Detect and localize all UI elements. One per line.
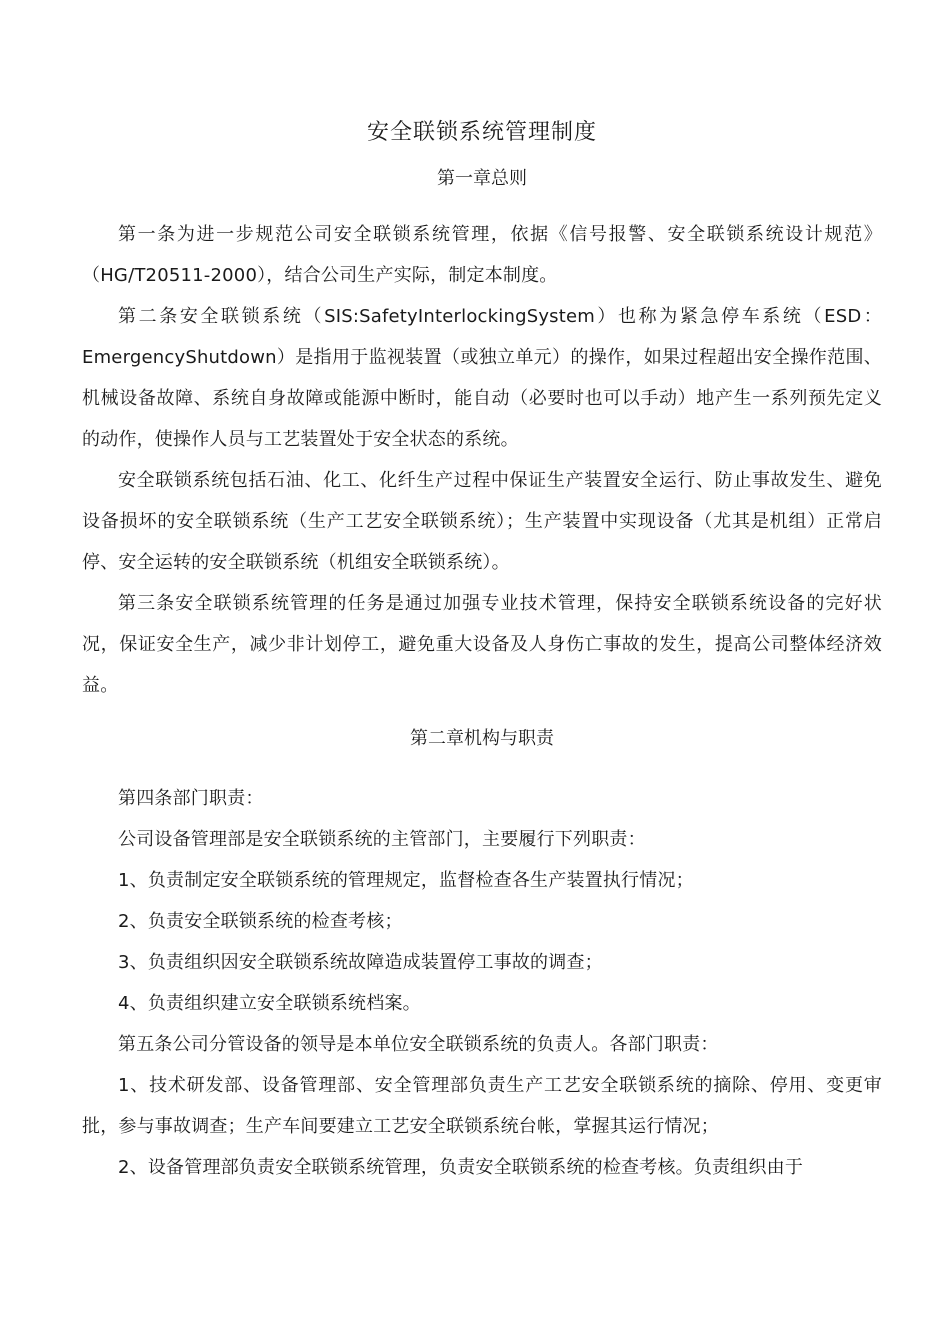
article-2-paragraph: 第二条安全联锁系统（SIS:SafetyInterlockingSystem）也称为紧急停车系统（ESD：EmergencyShutdown）是指用于监视装置（或独立单元）的操作，如果过程超出安全操作范围、机械设备故障、系统自身故障或能源中断时，能自动（必要时也可以手动）地产生一系列预先定义的动作，使操作人员与工艺装置处于安全状态的系统。 — [82, 306, 882, 450]
chapter-2-heading: 第二章机构与职责 — [410, 728, 554, 749]
article-4-item-2: 2、负责安全联锁系统的检查考核； — [118, 911, 403, 932]
article-1-paragraph: 第一条为进一步规范公司安全联锁系统管理，依据《信号报警、安全联锁系统设计规范》（HG/T20511-2000），结合公司生产实际，制定本制度。 — [82, 224, 882, 286]
article-5-paragraph: 第五条公司分管设备的领导是本单位安全联锁系统的负责人。各部门职责： — [118, 1034, 719, 1055]
document-body — [82, 112, 882, 1188]
chapter-1-heading: 第一章总则 — [437, 168, 527, 189]
article-5-item-1: 1、技术研发部、设备管理部、安全管理部负责生产工艺安全联锁系统的摘除、停用、变更审批，参与事故调查；生产车间要建立工艺安全联锁系统台帐，掌握其运行情况； — [82, 1075, 882, 1137]
article-4-item-3: 3、负责组织因安全联锁系统故障造成装置停工事故的调查； — [118, 952, 603, 973]
article-4-intro: 公司设备管理部是安全联锁系统的主管部门，主要履行下列职责： — [118, 829, 646, 850]
article-4-item-4: 4、负责组织建立安全联锁系统档案。 — [118, 993, 421, 1014]
article-4-item-1: 1、负责制定安全联锁系统的管理规定，监督检查各生产装置执行情况； — [118, 870, 694, 891]
document-title: 安全联锁系统管理制度 — [366, 120, 597, 145]
article-2-scope-paragraph: 安全联锁系统包括石油、化工、化纤生产过程中保证生产装置安全运行、防止事故发生、避免设备损坏的安全联锁系统（生产工艺安全联锁系统）；生产装置中实现设备（尤其是机组）正常启停、安全运转的安全联锁系统（机组安全联锁系统）。 — [82, 470, 882, 573]
article-5-item-2: 2、设备管理部负责安全联锁系统管理，负责安全联锁系统的检查考核。负责组织由于 — [118, 1157, 804, 1178]
article-4-heading: 第四条部门职责： — [118, 788, 264, 809]
article-3-paragraph: 第三条安全联锁系统管理的任务是通过加强专业技术管理，保持安全联锁系统设备的完好状况，保证安全生产，减少非计划停工，避免重大设备及人身伤亡事故的发生，提高公司整体经济效益。 — [82, 593, 882, 696]
